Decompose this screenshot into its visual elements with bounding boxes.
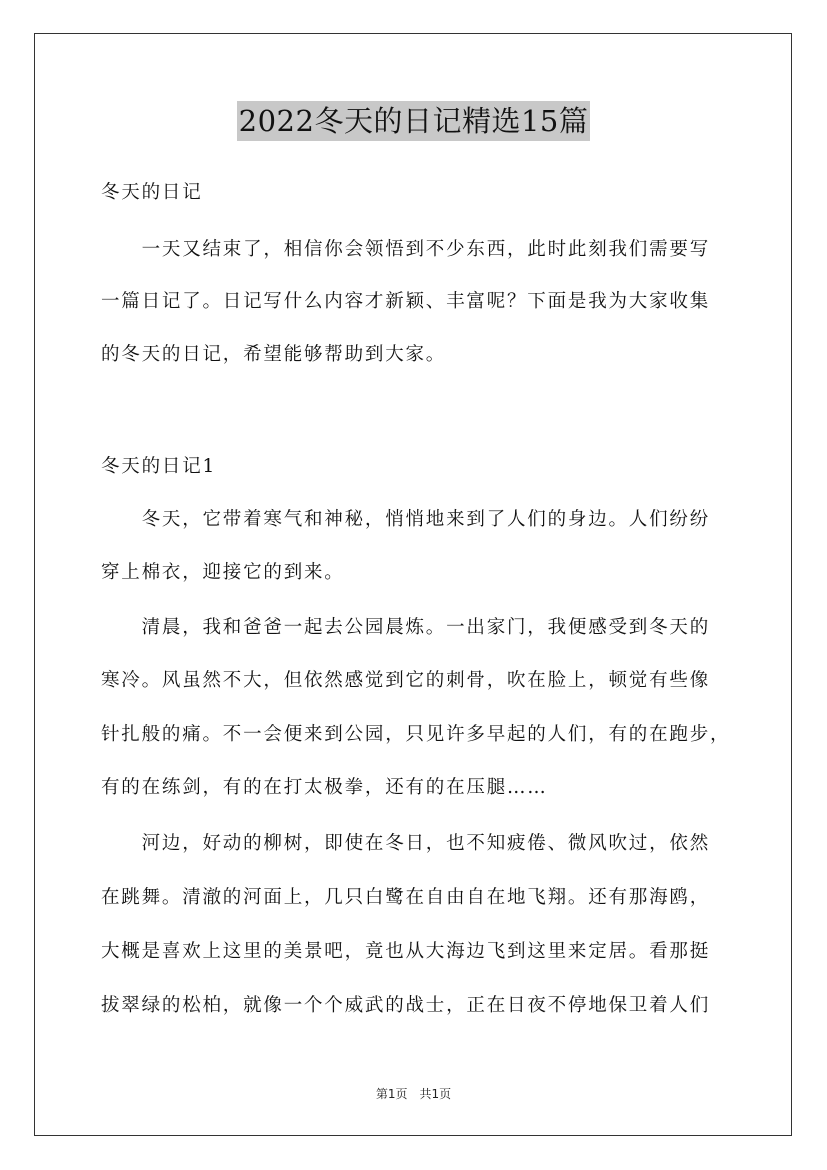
document-title: 2022冬天的日记精选15篇 (237, 101, 591, 141)
paragraph-line: 的冬天的日记，希望能够帮助到大家。 (101, 344, 447, 365)
paragraph-line: 寒冷。风虽然不大，但依然感觉到它的刺骨，吹在脸上，顿觉有些像 (101, 670, 711, 691)
paragraph-line: 在跳舞。清澈的河面上，几只白鹭在自由自在地飞翔。还有那海鸥， (101, 887, 711, 908)
paragraph-line: 一天又结束了，相信你会领悟到不少东西，此时此刻我们需要写 (101, 239, 711, 260)
paragraph-line: 一篇日记了。日记写什么内容才新颖、丰富呢？下面是我为大家收集 (101, 291, 711, 312)
page-footer: 第1页 共1页 (375, 1087, 452, 1101)
section-heading: 冬天的日记1 (101, 456, 217, 477)
paragraph-line: 大概是喜欢上这里的美景吧，竟也从大海边飞到这里来定居。看那挺 (101, 941, 711, 962)
paragraph-line: 有的在练剑，有的在打太极拳，还有的在压腿…… (101, 777, 548, 798)
paragraph-line: 冬天，它带着寒气和神秘，悄悄地来到了人们的身边。人们纷纷 (101, 509, 711, 530)
section-heading: 冬天的日记 (101, 182, 203, 203)
paragraph-line: 河边，好动的柳树，即使在冬日，也不知疲倦、微风吹过，依然 (101, 833, 711, 854)
title-container (0, 101, 827, 141)
paragraph-line: 拔翠绿的松柏，就像一个个威武的战士，正在日夜不停地保卫着人们 (101, 995, 711, 1016)
paragraph-line: 穿上棉衣，迎接它的到来。 (101, 562, 345, 583)
paragraph-line: 清晨，我和爸爸一起去公园晨炼。一出家门，我便感受到冬天的 (101, 617, 711, 638)
paragraph-line: 针扎般的痛。不一会便来到公园，只见许多早起的人们，有的在跑步， (101, 724, 731, 745)
